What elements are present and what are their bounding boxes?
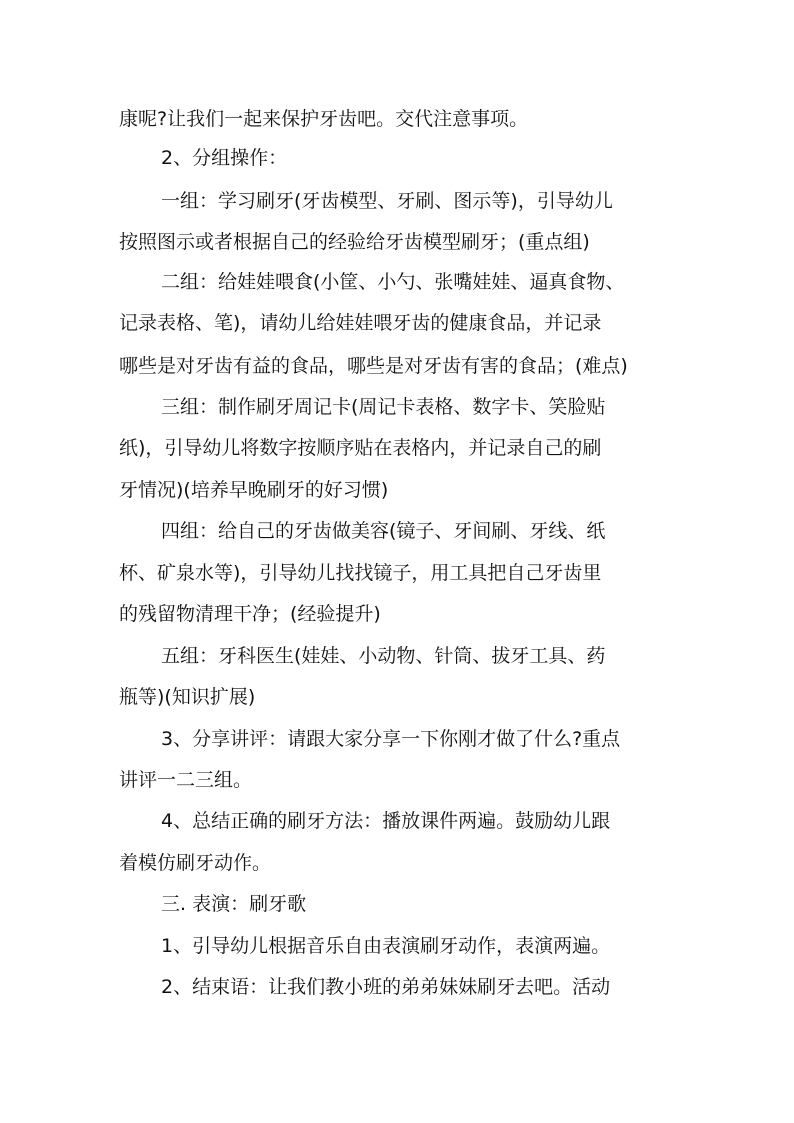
text-line: 着模仿刷牙动作。 [119,852,272,874]
text-line: 哪些是对牙齿有益的食品，哪些是对牙齿有害的食品；(难点) [119,355,628,377]
text-line: 三组：制作刷牙周记卡(周记卡表格、数字卡、笑脸贴 [161,396,606,418]
text-line: 纸)，引导幼儿将数字按顺序贴在表格内，并记录自己的刷 [119,437,602,459]
text-line: 3、分享讲评：请跟大家分享一下你刚才做了什么?重点 [161,728,621,750]
text-line: 一组：学习刷牙(牙齿模型、牙刷、图示等)，引导幼儿 [161,190,613,212]
text-line: 2、结束语：让我们教小班的弟弟妹妹刷牙去吧。活动 [161,976,611,998]
text-line: 4、总结正确的刷牙方法：播放课件两遍。鼓励幼儿跟 [161,810,611,832]
text-line: 康呢?让我们一起来保护牙齿吧。交代注意事项。 [119,108,529,130]
text-line: 五组：牙科医生(娃娃、小动物、针筒、拔牙工具、药 [161,645,606,667]
text-line: 杯、矿泉水等)，引导幼儿找找镜子，用工具把自己牙齿里 [119,562,602,584]
text-line: 记录表格、笔)，请幼儿给娃娃喂牙齿的健康食品，并记录 [119,312,602,334]
text-line: 四组：给自己的牙齿做美容(镜子、牙间刷、牙线、纸 [161,520,606,542]
text-line: 的残留物清理干净；(经验提升) [119,603,381,625]
text-line: 二组：给娃娃喂食(小筐、小勺、张嘴娃娃、逼真食物、 [161,271,625,293]
text-line: 按照图示或者根据自己的经验给牙齿模型刷牙；(重点组) [119,231,590,253]
text-line: 三. 表演：刷牙歌 [161,893,307,915]
text-line: 讲评一二三组。 [119,769,253,791]
text-line: 2、分组操作： [161,147,288,169]
text-line: 1、引导幼儿根据音乐自由表演刷牙动作，表演两遍。 [161,935,611,957]
text-line: 瓶等)(知识扩展) [119,686,256,708]
text-line: 牙情况)(培养早晚刷牙的好习惯) [119,479,389,501]
